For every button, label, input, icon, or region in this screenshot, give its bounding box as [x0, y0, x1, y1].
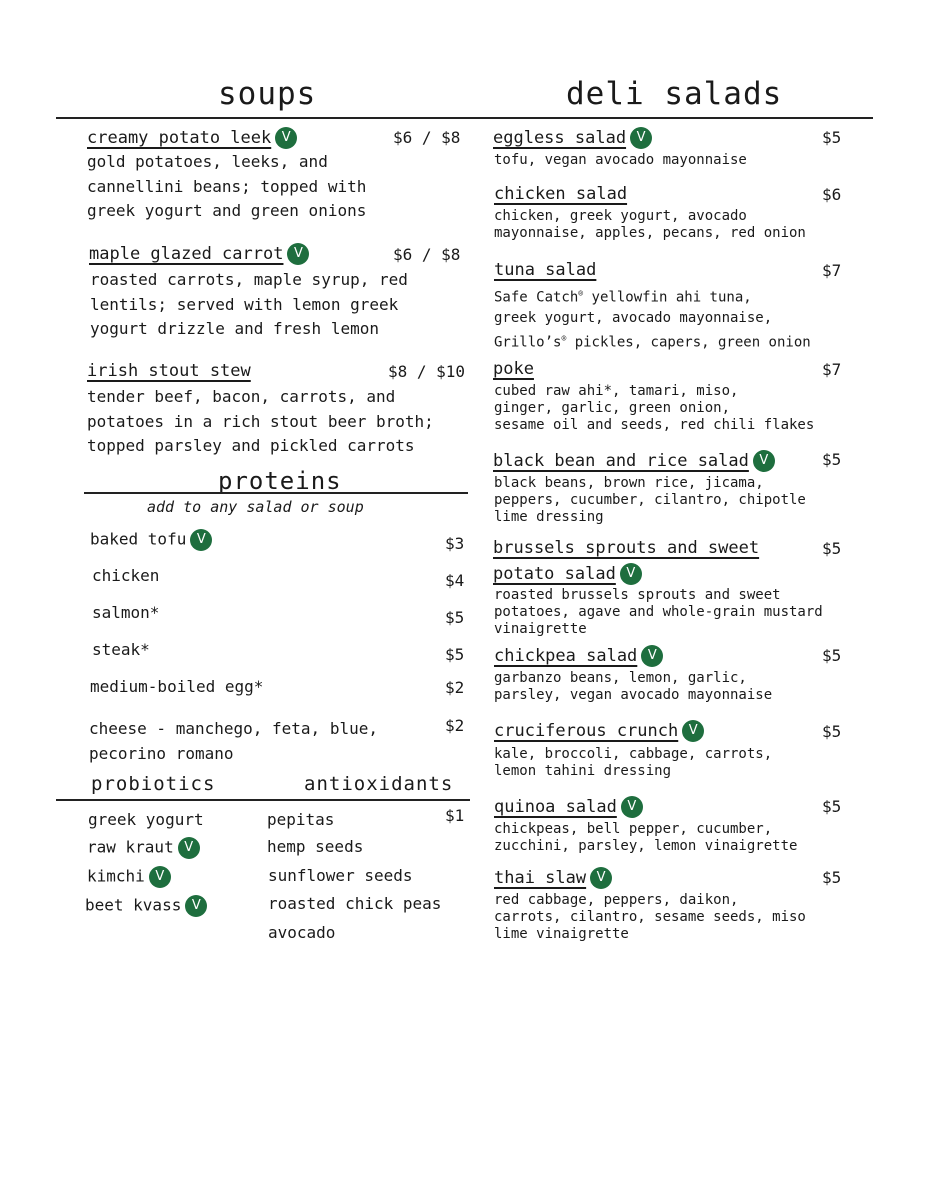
- probiotic-item: beet kvass V: [85, 895, 207, 917]
- salad-name: eggless salad V: [493, 127, 652, 149]
- protein-price: $3: [445, 534, 465, 553]
- salad-price: $5: [822, 868, 842, 887]
- soup-description: gold potatoes, leeks, and cannellini beans; topped with greek yogurt and green onions: [87, 152, 367, 220]
- salad-description: cubed raw ahi*, tamari, miso, ginger, garlic, green onion, sesame oil and seeds, red chili flakes: [494, 383, 815, 433]
- antioxidant-item: avocado: [268, 923, 336, 942]
- probiotic-item: greek yogurt: [88, 810, 204, 829]
- registered-mark: ®: [561, 333, 567, 343]
- soup-price: $8 / $10: [388, 362, 466, 381]
- protein-price: $2: [445, 716, 465, 735]
- proteins-heading: proteins: [218, 467, 342, 495]
- soup-description: tender beef, bacon, carrots, and potatoes in a rich stout beer broth; topped parsley and pickled carrots: [87, 387, 434, 455]
- salad-description: chickpeas, bell pepper, cucumber, zucchini, parsley, lemon vinaigrette: [494, 821, 798, 854]
- vegan-badge-icon: V: [630, 127, 652, 149]
- salad-price: $5: [822, 450, 842, 469]
- salad-description: chicken, greek yogurt, avocado mayonnaise, apples, pecans, red onion: [494, 208, 806, 241]
- salad-price: $5: [822, 646, 842, 665]
- vegan-badge-icon: V: [287, 243, 309, 265]
- vegan-badge-icon: V: [185, 895, 207, 917]
- antioxidant-price: $1: [445, 806, 465, 825]
- protein-item: cheese - manchego, feta, blue, pecorino romano: [89, 719, 378, 763]
- protein-price: $2: [445, 678, 465, 697]
- probiotic-item: raw kraut V: [87, 837, 200, 859]
- vegan-badge-icon: V: [620, 563, 642, 585]
- salad-name: quinoa salad V: [494, 796, 643, 818]
- antioxidant-item: pepitas: [267, 810, 335, 829]
- salad-price: $5: [822, 722, 842, 741]
- soup-description: roasted carrots, maple syrup, red lentils; served with lemon greek yogurt drizzle and fresh lemon: [90, 270, 408, 338]
- registered-mark: ®: [578, 289, 584, 298]
- salad-name: thai slaw V: [494, 867, 612, 889]
- soup-name: creamy potato leek V: [87, 127, 297, 149]
- probiotics-heading: probiotics: [91, 773, 216, 795]
- salad-price: $7: [822, 261, 842, 280]
- soup-name: irish stout stew: [87, 361, 251, 381]
- salad-name: black bean and rice salad V: [493, 450, 775, 472]
- protein-item: salmon*: [92, 603, 160, 622]
- soups-heading: soups: [218, 76, 317, 112]
- salad-description: garbanzo beans, lemon, garlic, parsley, vegan avocado mayonnaise: [494, 670, 773, 703]
- vegan-badge-icon: V: [149, 866, 171, 888]
- antioxidant-item: hemp seeds: [267, 837, 364, 856]
- salad-description: tofu, vegan avocado mayonnaise: [494, 152, 747, 168]
- vegan-badge-icon: V: [641, 645, 663, 667]
- vegan-badge-icon: V: [178, 837, 200, 859]
- vegan-badge-icon: V: [621, 796, 643, 818]
- protein-item: baked tofu V: [90, 529, 212, 551]
- soup-name: maple glazed carrot V: [89, 243, 309, 265]
- deli-salads-heading: deli salads: [566, 76, 783, 112]
- protein-price: $4: [445, 571, 465, 590]
- soup-price: $6 / $8: [393, 128, 461, 147]
- salad-name-continued: potato salad V: [493, 563, 642, 585]
- top-divider: [56, 117, 873, 119]
- salad-description: Safe Catch® yellowfin ahi tuna, greek yogurt, avocado mayonnaise, Grillo’s® pickles, capers, green onion: [494, 289, 811, 351]
- salad-price: $5: [822, 128, 842, 147]
- antioxidant-item: sunflower seeds: [268, 866, 413, 885]
- vegan-badge-icon: V: [190, 529, 212, 551]
- protein-price: $5: [445, 608, 465, 627]
- salad-description: kale, broccoli, cabbage, carrots, lemon tahini dressing: [494, 746, 773, 779]
- vegan-badge-icon: V: [590, 867, 612, 889]
- protein-item: medium-boiled egg*: [90, 677, 264, 696]
- salad-name: chicken salad: [494, 184, 628, 204]
- salad-description: red cabbage, peppers, daikon, carrots, cilantro, sesame seeds, miso lime vinaigrette: [494, 892, 806, 942]
- salad-name: tuna salad: [494, 260, 597, 280]
- vegan-badge-icon: V: [682, 720, 704, 742]
- protein-item: steak*: [92, 640, 150, 659]
- salad-price: $5: [822, 797, 842, 816]
- salad-description: black beans, brown rice, jicama, peppers, cucumber, cilantro, chipotle lime dressing: [494, 475, 806, 525]
- salad-price: $5: [822, 539, 842, 558]
- salad-name: chickpea salad V: [494, 645, 663, 667]
- probiotic-item: kimchi V: [87, 866, 171, 888]
- salad-price: $7: [822, 360, 842, 379]
- soup-price: $6 / $8: [393, 245, 461, 264]
- proteins-subtitle: add to any salad or soup: [147, 498, 364, 516]
- probiotics-divider: [56, 799, 470, 801]
- antioxidants-heading: antioxidants: [304, 773, 454, 795]
- protein-price: $5: [445, 645, 465, 664]
- vegan-badge-icon: V: [753, 450, 775, 472]
- antioxidant-item: roasted chick peas: [268, 894, 442, 913]
- protein-item: chicken: [92, 566, 160, 585]
- salad-description: roasted brussels sprouts and sweet potatoes, agave and whole-grain mustard vinaigrette: [494, 587, 823, 637]
- salad-name: brussels sprouts and sweet: [493, 538, 760, 558]
- vegan-badge-icon: V: [275, 127, 297, 149]
- salad-name: cruciferous crunch V: [494, 720, 704, 742]
- proteins-divider: [84, 492, 468, 494]
- salad-name: poke: [493, 359, 534, 379]
- salad-price: $6: [822, 185, 842, 204]
